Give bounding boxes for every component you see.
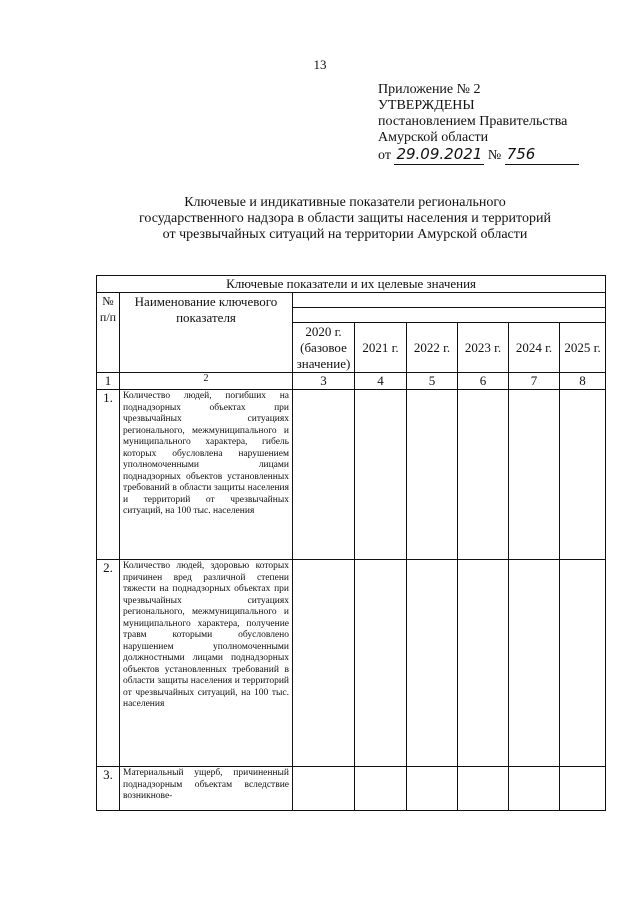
value-cell: [293, 560, 355, 767]
col-header-year-2022: 2022 г.: [407, 323, 458, 373]
col-header-year-2023: 2023 г.: [458, 323, 509, 373]
col-number: 7: [509, 373, 560, 390]
value-cell: [509, 767, 560, 811]
col-header-year-2024: 2024 г.: [509, 323, 560, 373]
value-cell: [560, 390, 606, 560]
header-spacer-1: [293, 293, 606, 308]
value-cell: [355, 767, 407, 811]
document-title: [0, 195, 640, 243]
value-cell: [509, 560, 560, 767]
value-cell: [355, 390, 407, 560]
from-label: от: [378, 148, 391, 163]
date-number-line: [378, 146, 579, 165]
header-spacer-2: [293, 308, 606, 323]
value-cell: [293, 390, 355, 560]
value-cell: [407, 560, 458, 767]
value-cell: [509, 390, 560, 560]
indicator-text: Количество людей, здоровью которых причинен вред различной степени тяжести на поднадзорных объектах при чрезвычайных ситуациях регионального, межмуниципального и муниципального характера, получение травм которыми обусловлено нарушением уполномоченными должностными лицами поднадзорных объектов установленных требований в области защиты населения и территорий от чрезвычайных ситуаций, на 100 тыс. населения: [120, 560, 293, 767]
col-number: 4: [355, 373, 407, 390]
value-cell: [293, 767, 355, 811]
col-header-year-2021: 2021 г.: [355, 323, 407, 373]
appendix-number: Приложение № 2: [378, 82, 481, 97]
table-caption: Ключевые показатели и их целевые значения: [97, 276, 606, 293]
col-number: 6: [458, 373, 509, 390]
table-row: [97, 560, 606, 767]
col-header-year-2025: 2025 г.: [560, 323, 606, 373]
col-header-num: № п/п: [97, 293, 120, 373]
value-cell: [458, 560, 509, 767]
row-number: 3.: [97, 767, 120, 811]
handwritten-date: 29.09.2021: [396, 145, 483, 163]
appendix-block: [378, 82, 579, 165]
value-cell: [560, 560, 606, 767]
resolution-label: постановлением Правительства: [378, 114, 568, 129]
number-label: №: [487, 148, 502, 163]
title-line-1: Ключевые и индикативные показатели регионального: [184, 195, 506, 210]
row-number: 1.: [97, 390, 120, 560]
value-cell: [560, 767, 606, 811]
title-line-3: от чрезвычайных ситуаций на территории Амурской области: [162, 227, 528, 242]
indicator-text: Количество людей, погибших на поднадзорных объектах при чрезвычайных ситуациях регионального, межмуниципального и муниципального характера, гибель которых обусловлена нарушением уполномоченными лицами поднадзорных объектов установленных требований в области защиты населения и территорий от чрезвычайных ситуаций, на 100 тыс. населения: [120, 390, 293, 560]
value-cell: [355, 560, 407, 767]
table-row: [97, 390, 606, 560]
value-cell: [407, 390, 458, 560]
indicators-table: [96, 275, 606, 811]
page-number: 13: [313, 57, 327, 72]
title-line-2: государственного надзора в области защиты населения и территорий: [139, 211, 551, 226]
col-number: 2: [120, 373, 293, 390]
table-row: [97, 767, 606, 811]
indicator-text: Материальный ущерб, причиненный поднадзорным объектам вследствие возникнове-: [120, 767, 293, 811]
row-number: 2.: [97, 560, 120, 767]
col-number: 3: [293, 373, 355, 390]
value-cell: [458, 767, 509, 811]
col-number: 1: [97, 373, 120, 390]
region-label: Амурской области: [378, 130, 489, 145]
col-header-name: Наименование ключевого показателя: [120, 293, 293, 373]
handwritten-number: 756: [506, 145, 536, 163]
approved-label: УТВЕРЖДЕНЫ: [378, 98, 475, 113]
value-cell: [458, 390, 509, 560]
col-number: 8: [560, 373, 606, 390]
value-cell: [407, 767, 458, 811]
col-number: 5: [407, 373, 458, 390]
col-header-year-2020: 2020 г. (базовое значение): [293, 323, 355, 373]
